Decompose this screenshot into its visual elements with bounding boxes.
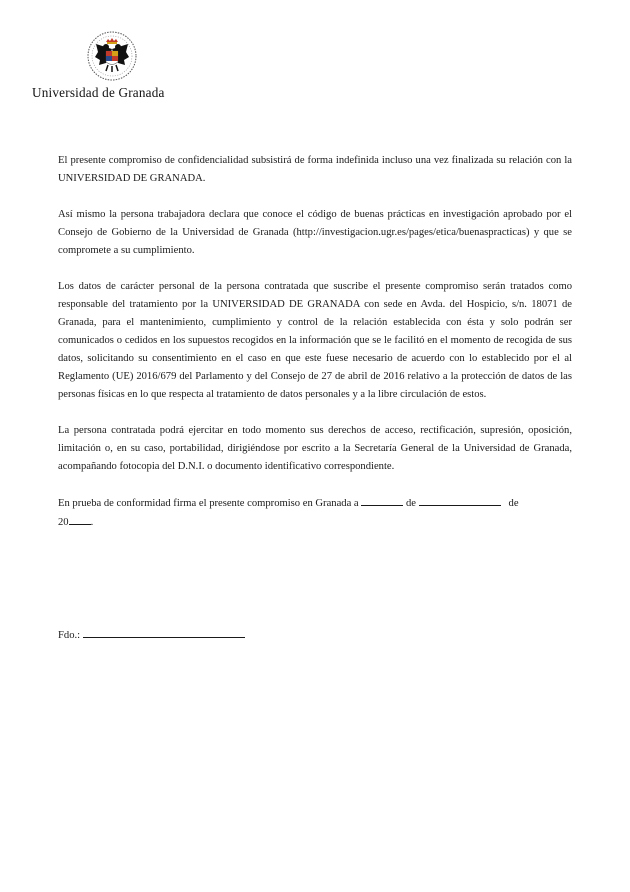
signature-label: Fdo.: <box>58 630 81 641</box>
year-blank-field[interactable] <box>69 513 91 525</box>
signature-block <box>58 626 245 645</box>
paragraph-conformity <box>58 494 572 532</box>
paragraph-confidentiality: El presente compromiso de confidencialidad subsistirá de forma indefinida incluso una vez finalizada su relación con la UNIVERSIDAD DE GRANADA. <box>58 155 572 184</box>
coat-of-arms-seal-icon <box>86 30 138 82</box>
conformity-de-2: de <box>508 498 519 509</box>
paragraph-good-practices: Así mismo la persona trabajadora declara que conoce el código de buenas prácticas en investigación aprobado por el Consejo de Gobierno de la Universidad de Granada (http://investigacion.ugr.es/pages/etica/buenaspracticas) y que se compromete a su cumplimiento. <box>58 209 572 256</box>
month-blank-field[interactable] <box>419 494 501 506</box>
document-body <box>58 152 572 550</box>
institution-name: Universidad de Granada <box>32 85 165 100</box>
paragraph-data-protection: Los datos de carácter personal de la persona contratada que suscribe el presente compromiso serán tratados como responsable del tratamiento por la UNIVERSIDAD DE GRANADA con sede en Avda. del Hospicio, s/n. 18071 de Granada, para el mantenimiento, cumplimiento y control de la relación establecida con ésta y solo podrán ser comunicados o cedidos en los supuestos recogidos en la información que se le facilitó en el momento de recogida de sus datos, solicitando su consentimiento en el caso en que este fuese necesario de acuerdo con lo establecido por el al Reglamento (UE) 2016/679 del Parlamento y del Consejo de 27 de abril de 2016 relativo a la protección de datos de las personas físicas en lo que respecta al tratamiento de datos personales y a la libre circulación de estos. <box>58 281 572 400</box>
conformity-text: En prueba de conformidad firma el presente compromiso en Granada a <box>58 498 359 509</box>
day-blank-field[interactable] <box>361 494 403 506</box>
conformity-de-1: de <box>405 498 416 509</box>
year-prefix: 20 <box>58 517 69 528</box>
signature-blank-field[interactable] <box>83 626 245 638</box>
conformity-end: . <box>90 517 94 528</box>
paragraph-rights: La persona contratada podrá ejercitar en todo momento sus derechos de acceso, rectificación, supresión, oposición, limitación o, en su caso, portabilidad, dirigiéndose por escrito a la Secretaría General de la Universidad de Granada, acompañando fotocopia del D.N.I. o documento identificativo correspondiente. <box>58 425 572 472</box>
university-logo <box>32 30 177 100</box>
